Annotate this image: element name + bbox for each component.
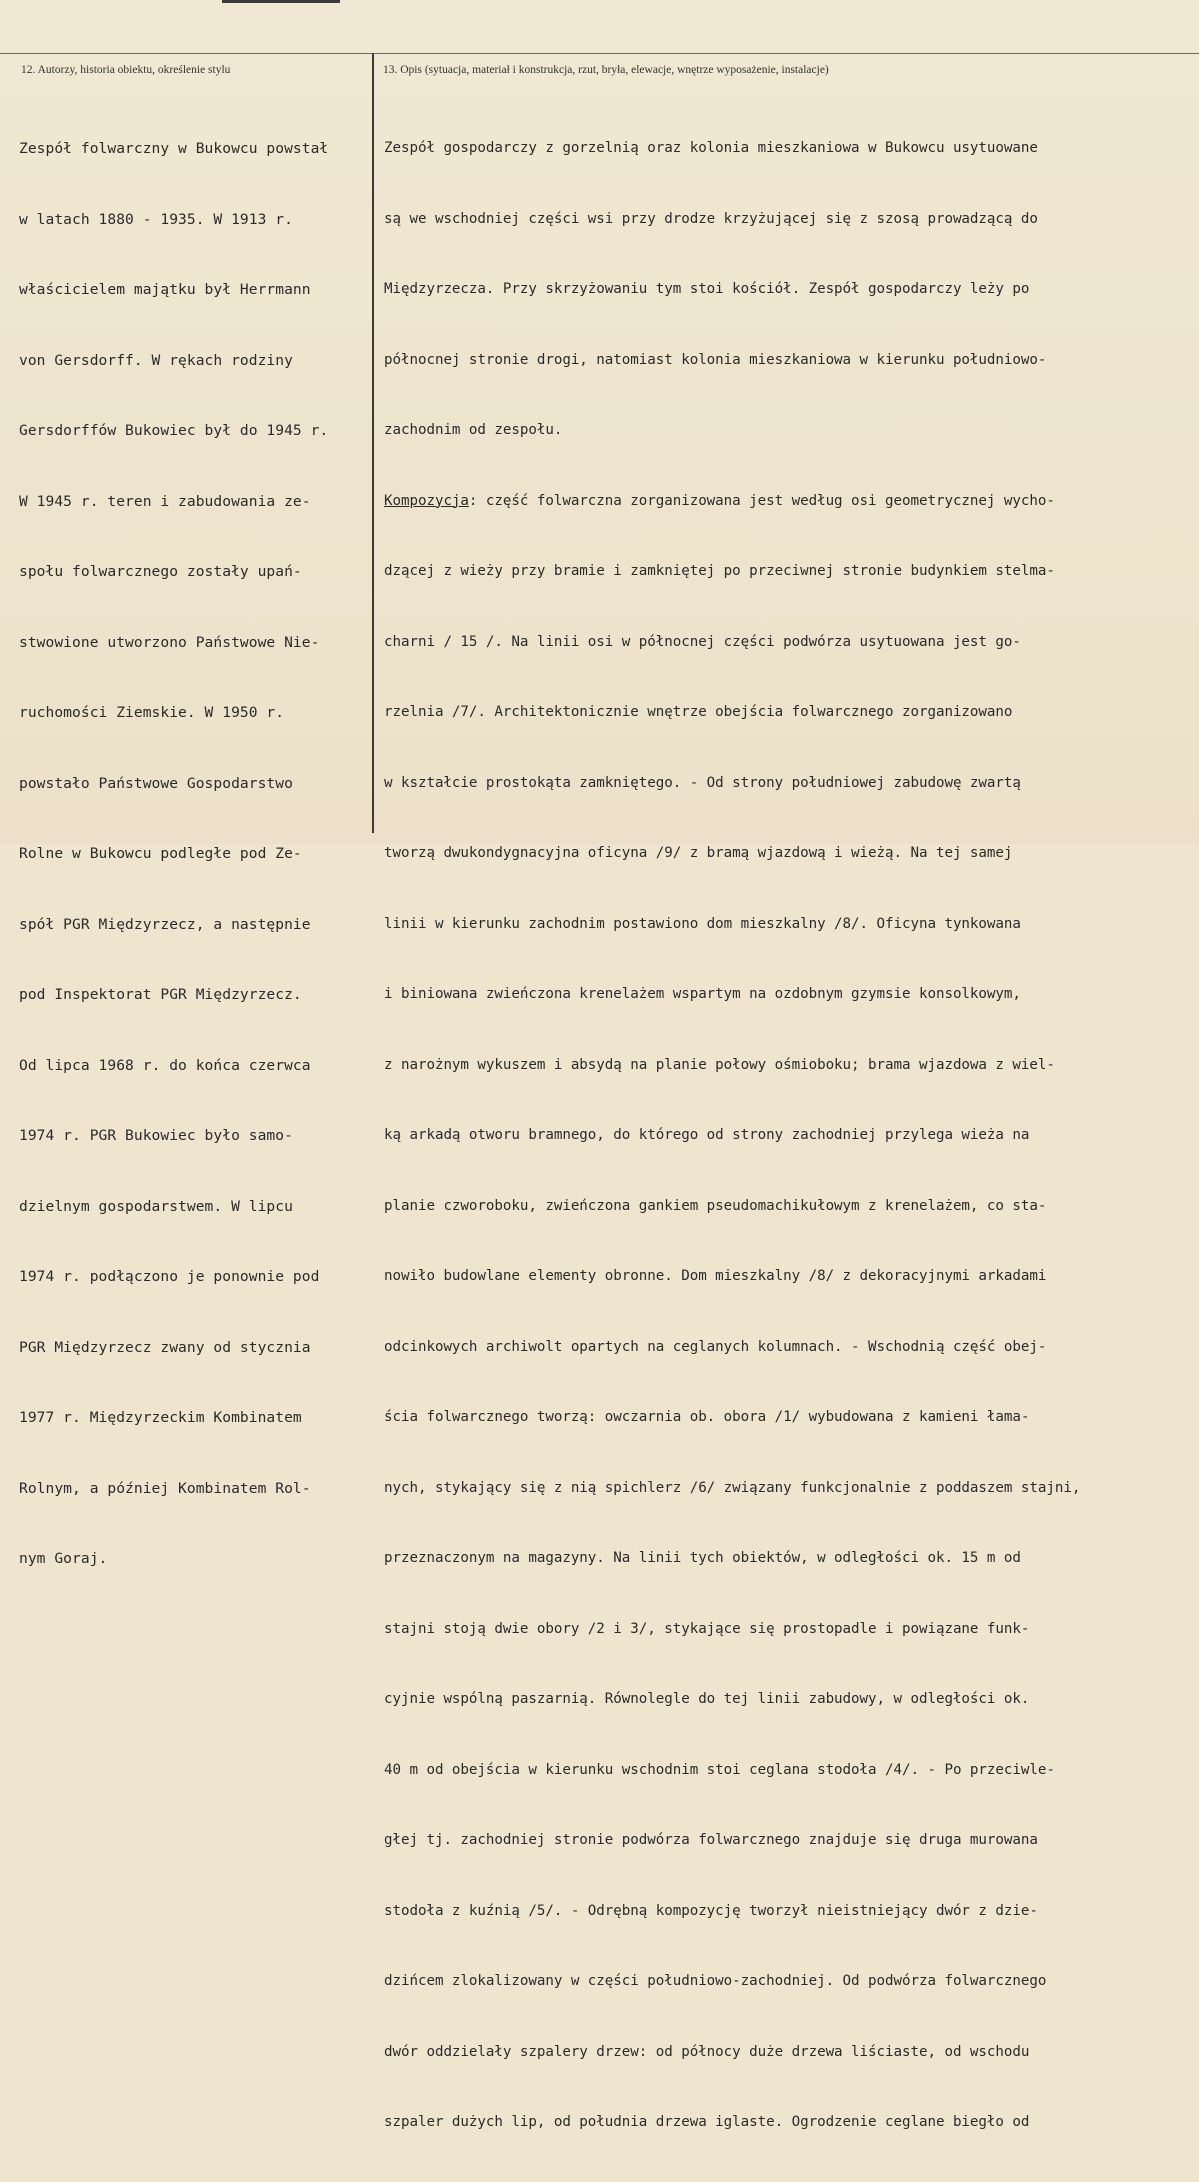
top-edge-mark — [222, 0, 340, 3]
text-line: Gersdorffów Bukowiec był do 1945 r. — [19, 422, 329, 439]
text-line: von Gersdorff. W rękach rodziny — [19, 351, 293, 369]
text-line: stodoła z kuźnią /5/. - Odrębną kompozycję tworzył nieistniejący dwór z dzie- — [384, 1902, 1038, 1919]
text-line: ką arkadą otworu bramnego, do którego od strony zachodniej przylega wieża na — [384, 1127, 1030, 1143]
text-line: północnej stronie drogi, natomiast kolonia mieszkaniowa w kierunku południowo- — [384, 351, 1047, 368]
text-line: dzielnym gospodarstwem. W lipcu — [19, 1197, 293, 1215]
column-divider — [372, 53, 374, 833]
text-line: w latach 1880 - 1935. W 1913 r. — [19, 210, 293, 228]
header-divider — [0, 53, 1199, 54]
text-line: ścia folwarcznego tworzą: owczarnia ob. obora /1/ wybudowana z kamieni łama- — [384, 1409, 1030, 1425]
text-line: głej tj. zachodniej stronie podwórza folwarcznego znajduje się druga murowana — [384, 1832, 1038, 1848]
text-line: przeznaczonym na magazyny. Na linii tych obiektów, w odległości ok. 15 m od — [384, 1550, 1021, 1566]
field-label-description: 13. Opis (sytuacja, materiał i konstrukcja, rzut, bryła, elewacje, wnętrze wyposażenie, instalacje) — [383, 64, 829, 76]
text-line: Zespół folwarczny w Bukowcu powstał — [19, 140, 329, 157]
text-line: linii w kierunku zachodnim postawiono dom mieszkalny /8/. Oficyna tynkowana — [384, 915, 1021, 932]
text-line: właścicielem majątku był Herrmann — [19, 281, 311, 298]
text-line: nych, stykający się z nią spichlerz /6/ związany funkcjonalnie z poddaszem stajni, — [384, 1479, 1081, 1496]
text-line: stajni stoją dwie obory /2 i 3/, stykające się prostopadle i powiązane funk- — [384, 1620, 1030, 1637]
text-line: 1977 r. Międzyrzeckim Kombinatem — [19, 1409, 302, 1426]
text-line: stwowione utworzono Państwowe Nie- — [19, 633, 320, 651]
text-line: pod Inspektorat PGR Międzyrzecz. — [19, 986, 302, 1003]
text-line: dzącej z wieży przy bramie i zamkniętej po przeciwnej stronie budynkiem stelma- — [384, 563, 1055, 579]
text-line: Rolne w Bukowcu podległe pod Ze- — [19, 845, 302, 862]
kompozycja-line — [384, 490, 1196, 514]
text-line: charni / 15 /. Na linii osi w północnej części podwórza usytuowana jest go- — [384, 633, 1021, 650]
text-line: cyjnie wspólną paszarnią. Równolegle do tej linii zabudowy, w odległości ok. — [384, 1691, 1030, 1707]
text-line: rzelnia /7/. Architektonicznie wnętrze obejścia folwarcznego zorganizowano — [384, 704, 1013, 720]
text-line: W 1945 r. teren i zabudowania ze- — [19, 492, 311, 510]
text-line: tworzą dwukondygnacyjna oficyna /9/ z bramą wjazdową i wieżą. Na tej samej — [384, 845, 1013, 861]
text-line: planie czworoboku, zwieńczona gankiem pseudomachikułowym z krenelażem, co sta- — [384, 1197, 1047, 1214]
text-line: w kształcie prostokąta zamkniętego. - Od strony południowej zabudowę zwartą — [384, 774, 1021, 791]
text-line: szpaler dużych lip, od południa drzewa iglaste. Ogrodzenie ceglane biegło od — [384, 2114, 1030, 2130]
description-text-column — [384, 90, 1196, 2182]
text-line: spół PGR Międzyrzecz, a następnie — [19, 915, 311, 933]
text-line: Międzyrzecza. Przy skrzyżowaniu tym stoi kościół. Zespół gospodarczy leży po — [384, 281, 1030, 297]
history-text-column — [19, 90, 369, 1618]
text-line: zachodnim od zespołu. — [384, 422, 563, 438]
kompozycja-text: : część folwarczna zorganizowana jest według osi geometrycznej wycho- — [468, 492, 1055, 509]
text-line: 40 m od obejścia w kierunku wschodnim stoi ceglana stodoła /4/. - Po przeciwle- — [384, 1761, 1055, 1778]
text-line: dwór oddzielały szpalery drzew: od północy duże drzewa liściaste, od wschodu — [384, 2043, 1030, 2060]
text-line: Od lipca 1968 r. do końca czerwca — [19, 1056, 311, 1074]
text-line: Zespół gospodarczy z gorzelnią oraz kolonia mieszkaniowa w Bukowcu usytuowane — [384, 140, 1038, 156]
text-line: i biniowana zwieńczona krenelażem wspartym na ozdobnym gzymsie konsolkowym, — [384, 986, 1021, 1002]
kompozycja-heading: Kompozycja — [384, 492, 469, 509]
text-line: z narożnym wykuszem i absydą na planie połowy ośmioboku; brama wjazdowa z wiel- — [384, 1056, 1055, 1073]
text-line: ruchomości Ziemskie. W 1950 r. — [19, 704, 285, 721]
text-line: odcinkowych archiwolt opartych na ceglanych kolumnach. - Wschodnią część obej- — [384, 1338, 1047, 1355]
text-line: 1974 r. PGR Bukowiec było samo- — [19, 1127, 293, 1144]
field-label-history: 12. Autorzy, historia obiektu, określenie stylu — [21, 64, 231, 76]
text-line: 1974 r. podłączono je ponownie pod — [19, 1268, 320, 1285]
text-line: Rolnym, a później Kombinatem Rol- — [19, 1479, 311, 1497]
text-line: społu folwarcznego zostały upań- — [19, 563, 302, 580]
text-line: są we wschodniej części wsi przy drodze krzyżującej się z szosą prowadzącą do — [384, 210, 1038, 227]
text-line: nym Goraj. — [19, 1550, 108, 1567]
text-line: PGR Międzyrzecz zwany od stycznia — [19, 1338, 311, 1356]
text-line: nowiło budowlane elementy obronne. Dom mieszkalny /8/ z dekoracyjnymi arkadami — [384, 1268, 1047, 1284]
text-line: dzińcem zlokalizowany w części południowo-zachodniej. Od podwórza folwarcznego — [384, 1973, 1047, 1989]
text-line: powstało Państwowe Gospodarstwo — [19, 774, 293, 792]
